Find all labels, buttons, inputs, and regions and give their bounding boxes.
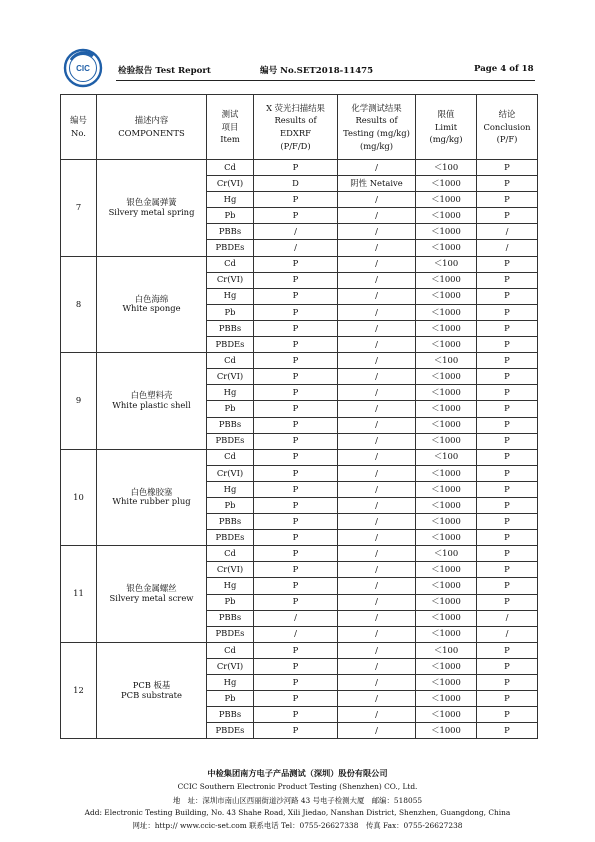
- test-item: PBDEs: [207, 723, 254, 739]
- header-line: 描述内容: [134, 115, 169, 126]
- chem-result: /: [338, 578, 416, 594]
- chem-result: /: [338, 691, 416, 707]
- chem-result: /: [338, 256, 416, 272]
- report-number: 编号 No.SET2018-11475: [260, 66, 374, 76]
- conclusion-value: P: [477, 320, 538, 336]
- header-line: Testing (mg/kg): [343, 128, 410, 138]
- chem-result: /: [338, 417, 416, 433]
- test-item: Cr(VI): [207, 369, 254, 385]
- xrf-result: /: [254, 626, 338, 642]
- limit-value: ＜100: [416, 642, 477, 658]
- xrf-result: P: [254, 272, 338, 288]
- header-line: 化学测试结果: [351, 102, 402, 113]
- test-item: Hg: [207, 675, 254, 691]
- header-line: (mg/kg): [429, 134, 463, 145]
- xrf-result: P: [254, 208, 338, 224]
- limit-value: ＜100: [416, 160, 477, 176]
- xrf-result: D: [254, 176, 338, 192]
- component-name: [97, 546, 207, 643]
- chem-result: /: [338, 723, 416, 739]
- chem-result: /: [338, 514, 416, 530]
- table-row: [61, 642, 538, 658]
- test-item: PBBs: [207, 707, 254, 723]
- limit-value: ＜1000: [416, 320, 477, 336]
- xrf-result: P: [254, 449, 338, 465]
- header-line: 限值: [437, 109, 455, 120]
- limit-value: ＜1000: [416, 578, 477, 594]
- limit-value: ＜1000: [416, 385, 477, 401]
- header-line: 项目: [221, 121, 239, 132]
- limit-value: ＜1000: [416, 497, 477, 513]
- header-row: [61, 95, 538, 160]
- header-line: No.: [71, 128, 86, 138]
- test-item: PBBs: [207, 610, 254, 626]
- limit-value: ＜100: [416, 353, 477, 369]
- test-item: Pb: [207, 208, 254, 224]
- chem-result: /: [338, 497, 416, 513]
- conclusion-value: P: [477, 642, 538, 658]
- xrf-result: P: [254, 562, 338, 578]
- test-item: Cr(VI): [207, 272, 254, 288]
- xrf-result: P: [254, 160, 338, 176]
- limit-value: ＜100: [416, 256, 477, 272]
- results-table: [60, 94, 538, 739]
- test-item: Cr(VI): [207, 562, 254, 578]
- test-item: Hg: [207, 481, 254, 497]
- chem-result: /: [338, 449, 416, 465]
- limit-value: ＜1000: [416, 192, 477, 208]
- limit-value: ＜1000: [416, 675, 477, 691]
- header-item: [207, 95, 254, 160]
- component-name: [97, 256, 207, 353]
- conclusion-value: P: [477, 385, 538, 401]
- component-number: 11: [61, 546, 97, 643]
- component-name: [97, 642, 207, 739]
- ccic-logo: [63, 48, 103, 88]
- xrf-result: P: [254, 337, 338, 353]
- conclusion-value: P: [477, 658, 538, 674]
- limit-value: ＜1000: [416, 417, 477, 433]
- conclusion-value: P: [477, 465, 538, 481]
- limit-value: ＜1000: [416, 369, 477, 385]
- header-chem: [338, 95, 416, 160]
- conclusion-value: P: [477, 337, 538, 353]
- component-number: 7: [61, 160, 97, 257]
- limit-value: ＜1000: [416, 337, 477, 353]
- component-name-cn: PCB 板基: [132, 679, 171, 690]
- conclusion-value: P: [477, 369, 538, 385]
- conclusion-value: P: [477, 304, 538, 320]
- footer-address-en: Add: Electronic Testing Building, No. 43 Shahe Road, Xili Jiedao, Nanshan District, Shenzhen, Guangdong, China: [84, 808, 511, 817]
- component-name: [97, 353, 207, 450]
- table-row: [61, 449, 538, 465]
- conclusion-value: /: [477, 224, 538, 240]
- xrf-result: P: [254, 642, 338, 658]
- limit-value: ＜1000: [416, 626, 477, 642]
- chem-result: /: [338, 401, 416, 417]
- limit-value: ＜1000: [416, 176, 477, 192]
- conclusion-value: P: [477, 691, 538, 707]
- conclusion-value: P: [477, 594, 538, 610]
- component-name-cn: 银色金属螺丝: [126, 583, 177, 594]
- header-rule: [116, 80, 535, 81]
- limit-value: ＜1000: [416, 465, 477, 481]
- chem-result: /: [338, 192, 416, 208]
- component-name-en: Silvery metal spring: [108, 206, 195, 217]
- test-item: Pb: [207, 304, 254, 320]
- test-item: PBBs: [207, 224, 254, 240]
- conclusion-value: P: [477, 288, 538, 304]
- test-item: Pb: [207, 594, 254, 610]
- header-conclusion: [477, 95, 538, 160]
- test-item: PBDEs: [207, 337, 254, 353]
- conclusion-value: P: [477, 256, 538, 272]
- chem-result: /: [338, 642, 416, 658]
- header-line: 测试: [221, 109, 239, 120]
- limit-value: ＜1000: [416, 530, 477, 546]
- test-item: PBDEs: [207, 626, 254, 642]
- chem-result: /: [338, 304, 416, 320]
- xrf-result: P: [254, 353, 338, 369]
- chem-result: /: [338, 610, 416, 626]
- conclusion-value: /: [477, 610, 538, 626]
- header-line: (P/F/D): [280, 140, 311, 151]
- header-line: 结论: [498, 109, 516, 120]
- header-xrf: [254, 95, 338, 160]
- xrf-result: P: [254, 658, 338, 674]
- conclusion-value: P: [477, 707, 538, 723]
- limit-value: ＜100: [416, 546, 477, 562]
- chem-result: /: [338, 562, 416, 578]
- xrf-result: P: [254, 256, 338, 272]
- limit-value: ＜1000: [416, 272, 477, 288]
- header-line: Results of: [355, 115, 398, 126]
- xrf-result: P: [254, 417, 338, 433]
- footer-address-cn: 地 址：深圳市南山区西丽街道沙河路 43 号电子检测大厦 邮编：518055: [172, 796, 423, 805]
- test-item: PBDEs: [207, 433, 254, 449]
- conclusion-value: P: [477, 675, 538, 691]
- conclusion-value: P: [477, 272, 538, 288]
- component-name-en: Silvery metal screw: [109, 593, 194, 604]
- limit-value: ＜1000: [416, 562, 477, 578]
- footer-company-en: CCIC Southern Electronic Product Testing (Shenzhen) CO., Ltd.: [177, 782, 418, 791]
- xrf-result: P: [254, 481, 338, 497]
- test-item: PBBs: [207, 514, 254, 530]
- component-name-en: White plastic shell: [112, 399, 191, 410]
- xrf-result: P: [254, 433, 338, 449]
- component-name: [97, 160, 207, 257]
- conclusion-value: P: [477, 433, 538, 449]
- test-item: PBBs: [207, 417, 254, 433]
- conclusion-value: P: [477, 578, 538, 594]
- header-line: X 荧光扫描结果: [266, 102, 325, 113]
- xrf-result: P: [254, 385, 338, 401]
- xrf-result: P: [254, 578, 338, 594]
- logo-text: CIC: [76, 64, 90, 73]
- limit-value: ＜1000: [416, 658, 477, 674]
- limit-value: ＜1000: [416, 514, 477, 530]
- chem-result: /: [338, 224, 416, 240]
- xrf-result: P: [254, 288, 338, 304]
- test-item: PBDEs: [207, 530, 254, 546]
- header-line: (mg/kg): [359, 140, 394, 151]
- limit-value: ＜1000: [416, 610, 477, 626]
- conclusion-value: P: [477, 401, 538, 417]
- chem-result: /: [338, 530, 416, 546]
- header-line: Results of: [274, 115, 317, 126]
- chem-result: /: [338, 272, 416, 288]
- chem-result: /: [338, 465, 416, 481]
- chem-result: /: [338, 385, 416, 401]
- test-item: Pb: [207, 497, 254, 513]
- test-item: Cr(VI): [207, 465, 254, 481]
- chem-result: /: [338, 675, 416, 691]
- test-item: PBDEs: [207, 240, 254, 256]
- chem-result: /: [338, 658, 416, 674]
- page-number: Page 4 of 18: [474, 64, 534, 74]
- xrf-result: P: [254, 192, 338, 208]
- component-name-en: White rubber plug: [112, 496, 191, 507]
- xrf-result: P: [254, 320, 338, 336]
- chem-result: /: [338, 433, 416, 449]
- report-label: 检验报告 Test Report: [118, 66, 211, 76]
- xrf-result: P: [254, 723, 338, 739]
- xrf-result: P: [254, 546, 338, 562]
- xrf-result: P: [254, 401, 338, 417]
- footer-contact: 网址：http:// www.ccic-set.com 联系电话 Tel：0755-26627338 传真 Fax：0755-26627238: [132, 821, 463, 830]
- limit-value: ＜1000: [416, 208, 477, 224]
- xrf-result: /: [254, 610, 338, 626]
- chem-result: /: [338, 320, 416, 336]
- limit-value: ＜1000: [416, 433, 477, 449]
- xrf-result: P: [254, 675, 338, 691]
- component-name: [97, 449, 207, 546]
- header-line: EDXRF: [280, 128, 311, 138]
- test-item: Cd: [207, 642, 254, 658]
- limit-value: ＜1000: [416, 707, 477, 723]
- chem-result: /: [338, 288, 416, 304]
- test-item: Hg: [207, 192, 254, 208]
- chem-result: /: [338, 337, 416, 353]
- xrf-result: P: [254, 304, 338, 320]
- xrf-result: P: [254, 707, 338, 723]
- chem-result: /: [338, 160, 416, 176]
- header-components: [97, 95, 207, 160]
- test-item: Pb: [207, 691, 254, 707]
- table-row: [61, 546, 538, 562]
- table-row: [61, 160, 538, 176]
- conclusion-value: /: [477, 240, 538, 256]
- test-item: Cd: [207, 449, 254, 465]
- conclusion-value: P: [477, 176, 538, 192]
- conclusion-value: P: [477, 546, 538, 562]
- conclusion-value: P: [477, 497, 538, 513]
- xrf-result: P: [254, 465, 338, 481]
- test-item: Cd: [207, 256, 254, 272]
- conclusion-value: P: [477, 192, 538, 208]
- conclusion-value: P: [477, 723, 538, 739]
- limit-value: ＜100: [416, 449, 477, 465]
- results-body: [61, 160, 538, 739]
- conclusion-value: P: [477, 530, 538, 546]
- component-name-cn: 白色海绵: [134, 293, 169, 304]
- test-item: PBBs: [207, 320, 254, 336]
- limit-value: ＜1000: [416, 401, 477, 417]
- conclusion-value: /: [477, 626, 538, 642]
- header-limit: [416, 95, 477, 160]
- chem-result: /: [338, 369, 416, 385]
- header-line: (P/F): [496, 134, 518, 145]
- table-row: [61, 353, 538, 369]
- conclusion-value: P: [477, 449, 538, 465]
- table-row: [61, 256, 538, 272]
- xrf-result: P: [254, 594, 338, 610]
- limit-value: ＜1000: [416, 594, 477, 610]
- test-item: Cr(VI): [207, 176, 254, 192]
- chem-result: /: [338, 208, 416, 224]
- conclusion-value: P: [477, 208, 538, 224]
- component-number: 10: [61, 449, 97, 546]
- xrf-result: P: [254, 530, 338, 546]
- test-item: Cd: [207, 546, 254, 562]
- xrf-result: P: [254, 369, 338, 385]
- chem-result: /: [338, 594, 416, 610]
- header-line: Item: [220, 134, 240, 145]
- limit-value: ＜1000: [416, 481, 477, 497]
- conclusion-value: P: [477, 417, 538, 433]
- conclusion-value: P: [477, 514, 538, 530]
- chem-result: /: [338, 626, 416, 642]
- limit-value: ＜1000: [416, 304, 477, 320]
- xrf-result: P: [254, 497, 338, 513]
- xrf-result: /: [254, 240, 338, 256]
- component-name-cn: 白色橡胶塞: [130, 486, 173, 497]
- component-number: 9: [61, 353, 97, 450]
- chem-result: /: [338, 240, 416, 256]
- chem-result: /: [338, 481, 416, 497]
- test-item: Cd: [207, 160, 254, 176]
- test-item: Hg: [207, 578, 254, 594]
- chem-result: /: [338, 353, 416, 369]
- xrf-result: P: [254, 691, 338, 707]
- conclusion-value: P: [477, 481, 538, 497]
- xrf-result: P: [254, 514, 338, 530]
- test-item: Cd: [207, 353, 254, 369]
- footer-company-cn: 中检集团南方电子产品测试（深圳）股份有限公司: [207, 768, 388, 778]
- header-line: Conclusion: [483, 121, 531, 132]
- component-name-cn: 银色金属弹簧: [126, 197, 177, 208]
- header-line: COMPONENTS: [118, 128, 185, 138]
- conclusion-value: P: [477, 353, 538, 369]
- component-name-cn: 白色塑料壳: [130, 390, 173, 401]
- component-number: 12: [61, 642, 97, 739]
- test-item: Cr(VI): [207, 658, 254, 674]
- header-line: Limit: [434, 121, 458, 132]
- test-item: Pb: [207, 401, 254, 417]
- xrf-result: /: [254, 224, 338, 240]
- limit-value: ＜1000: [416, 240, 477, 256]
- limit-value: ＜1000: [416, 224, 477, 240]
- component-number: 8: [61, 256, 97, 353]
- limit-value: ＜1000: [416, 691, 477, 707]
- header-no: [61, 95, 97, 160]
- limit-value: ＜1000: [416, 723, 477, 739]
- conclusion-value: P: [477, 562, 538, 578]
- header-line: 编号: [70, 115, 87, 126]
- component-name-en: PCB substrate: [121, 689, 182, 700]
- chem-result: /: [338, 546, 416, 562]
- limit-value: ＜1000: [416, 288, 477, 304]
- component-name-en: White sponge: [122, 303, 181, 314]
- test-item: Hg: [207, 288, 254, 304]
- chem-result: /: [338, 707, 416, 723]
- test-item: Hg: [207, 385, 254, 401]
- chem-result: 阴性 Netaive: [338, 176, 416, 192]
- conclusion-value: P: [477, 160, 538, 176]
